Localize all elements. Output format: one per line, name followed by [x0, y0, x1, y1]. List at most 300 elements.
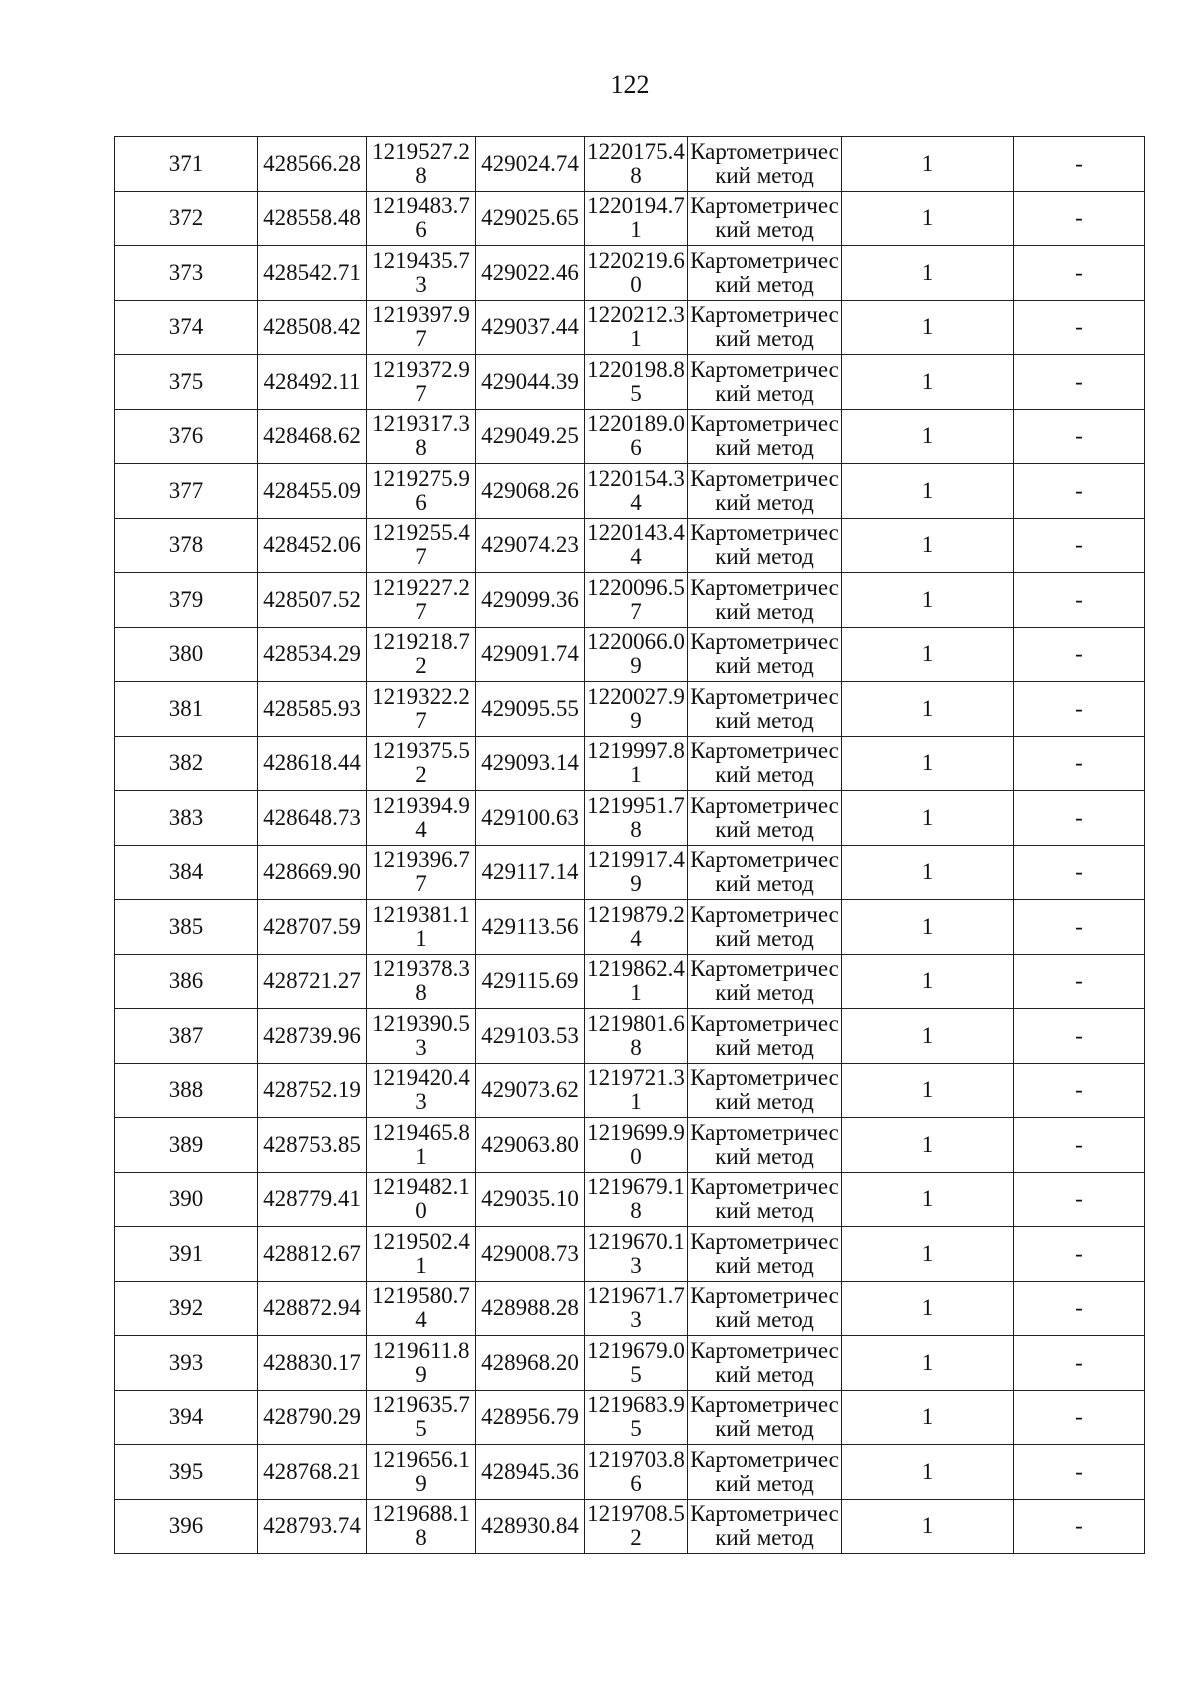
table-row — [115, 1336, 1145, 1391]
y2-coordinate-text: 1219951.78 — [587, 792, 685, 842]
y-coordinate-cell — [367, 1445, 476, 1500]
method-text: Картометрический метод — [690, 1337, 839, 1387]
y-coordinate-text: 1219372.97 — [372, 356, 470, 406]
y-coordinate-text: 1219322.27 — [372, 683, 470, 733]
note-cell: - — [1014, 1336, 1145, 1391]
method-text: Картометрический метод — [690, 1119, 839, 1169]
x2-coordinate-cell: 429068.26 — [476, 464, 585, 519]
y-coordinate-text: 1219465.81 — [372, 1119, 470, 1169]
y2-coordinate-text: 1219917.49 — [587, 847, 685, 897]
y-coordinate-cell — [367, 627, 476, 682]
note-cell: - — [1014, 409, 1145, 464]
table-row — [115, 627, 1145, 682]
x-coordinate-cell: 428558.48 — [258, 191, 367, 246]
x2-coordinate-cell: 429035.10 — [476, 1172, 585, 1227]
method-cell — [688, 791, 842, 846]
method-cell — [688, 1063, 842, 1118]
x2-coordinate-cell: 429100.63 — [476, 791, 585, 846]
note-cell: - — [1014, 736, 1145, 791]
x-coordinate-cell: 428830.17 — [258, 1336, 367, 1391]
method-cell — [688, 1499, 842, 1554]
method-text: Картометрический метод — [690, 847, 839, 897]
point-number-cell: 391 — [115, 1227, 258, 1282]
point-number-cell: 388 — [115, 1063, 258, 1118]
table-row — [115, 1499, 1145, 1554]
y-coordinate-cell — [367, 1390, 476, 1445]
table-row — [115, 1445, 1145, 1500]
x-coordinate-cell: 428452.06 — [258, 518, 367, 573]
table-row — [115, 791, 1145, 846]
x-coordinate-cell: 428790.29 — [258, 1390, 367, 1445]
method-text: Картометрический метод — [690, 411, 839, 461]
y2-coordinate-cell — [585, 1499, 688, 1554]
table-row — [115, 1390, 1145, 1445]
y-coordinate-text: 1219483.76 — [372, 193, 470, 243]
precision-cell: 1 — [842, 409, 1014, 464]
note-cell: - — [1014, 137, 1145, 192]
note-cell: - — [1014, 1445, 1145, 1500]
x2-coordinate-cell: 429115.69 — [476, 954, 585, 1009]
method-cell — [688, 518, 842, 573]
x2-coordinate-cell: 428968.20 — [476, 1336, 585, 1391]
x2-coordinate-cell: 429063.80 — [476, 1118, 585, 1173]
y2-coordinate-text: 1220175.48 — [587, 138, 685, 188]
y-coordinate-text: 1219381.11 — [372, 901, 470, 951]
x2-coordinate-cell: 429008.73 — [476, 1227, 585, 1282]
note-cell: - — [1014, 1118, 1145, 1173]
x-coordinate-cell: 428752.19 — [258, 1063, 367, 1118]
x2-coordinate-cell: 429117.14 — [476, 845, 585, 900]
y2-coordinate-cell — [585, 682, 688, 737]
x-coordinate-cell: 428793.74 — [258, 1499, 367, 1554]
y2-coordinate-text: 1219699.90 — [587, 1119, 685, 1169]
precision-cell: 1 — [842, 791, 1014, 846]
y2-coordinate-cell — [585, 1390, 688, 1445]
y2-coordinate-cell — [585, 1118, 688, 1173]
method-cell — [688, 900, 842, 955]
method-cell — [688, 1445, 842, 1500]
coordinates-table — [114, 136, 1145, 1554]
method-text: Картометрический метод — [690, 683, 839, 733]
x2-coordinate-cell: 429099.36 — [476, 573, 585, 628]
note-cell: - — [1014, 900, 1145, 955]
note-cell: - — [1014, 1390, 1145, 1445]
note-cell: - — [1014, 573, 1145, 628]
method-cell — [688, 137, 842, 192]
table-row — [115, 1118, 1145, 1173]
point-number-cell: 383 — [115, 791, 258, 846]
y2-coordinate-cell — [585, 1009, 688, 1064]
y-coordinate-cell — [367, 954, 476, 1009]
y-coordinate-cell — [367, 1336, 476, 1391]
note-cell: - — [1014, 191, 1145, 246]
x-coordinate-cell: 428542.71 — [258, 246, 367, 301]
y2-coordinate-text: 1220189.06 — [587, 411, 685, 461]
point-number-cell: 396 — [115, 1499, 258, 1554]
table-row — [115, 573, 1145, 628]
method-text: Картометрический метод — [690, 1283, 839, 1333]
x-coordinate-cell: 428455.09 — [258, 464, 367, 519]
table-row — [115, 191, 1145, 246]
table-row — [115, 900, 1145, 955]
note-cell: - — [1014, 1009, 1145, 1064]
method-cell — [688, 191, 842, 246]
y-coordinate-text: 1219502.41 — [372, 1228, 470, 1278]
y2-coordinate-text: 1220198.85 — [587, 356, 685, 406]
method-text: Картометрический метод — [690, 1065, 839, 1115]
precision-cell: 1 — [842, 464, 1014, 519]
y-coordinate-text: 1219635.75 — [372, 1392, 470, 1442]
method-cell — [688, 1281, 842, 1336]
point-number-cell: 380 — [115, 627, 258, 682]
x2-coordinate-cell: 429095.55 — [476, 682, 585, 737]
table-row — [115, 355, 1145, 410]
y2-coordinate-text: 1220096.57 — [587, 574, 685, 624]
y2-coordinate-cell — [585, 954, 688, 1009]
x-coordinate-cell: 428812.67 — [258, 1227, 367, 1282]
note-cell: - — [1014, 1281, 1145, 1336]
precision-cell: 1 — [842, 1336, 1014, 1391]
method-cell — [688, 355, 842, 410]
x2-coordinate-cell: 429093.14 — [476, 736, 585, 791]
y-coordinate-text: 1219420.43 — [372, 1065, 470, 1115]
note-cell: - — [1014, 246, 1145, 301]
x2-coordinate-cell: 429091.74 — [476, 627, 585, 682]
method-cell — [688, 1336, 842, 1391]
y2-coordinate-cell — [585, 246, 688, 301]
y-coordinate-text: 1219394.94 — [372, 792, 470, 842]
method-cell — [688, 736, 842, 791]
y2-coordinate-cell — [585, 736, 688, 791]
x-coordinate-cell: 428707.59 — [258, 900, 367, 955]
note-cell: - — [1014, 300, 1145, 355]
y-coordinate-cell — [367, 518, 476, 573]
y2-coordinate-cell — [585, 300, 688, 355]
table-row — [115, 246, 1145, 301]
y-coordinate-cell — [367, 355, 476, 410]
y2-coordinate-cell — [585, 191, 688, 246]
y-coordinate-text: 1219482.10 — [372, 1174, 470, 1224]
y-coordinate-cell — [367, 246, 476, 301]
x-coordinate-cell: 428507.52 — [258, 573, 367, 628]
precision-cell: 1 — [842, 300, 1014, 355]
y2-coordinate-text: 1220194.71 — [587, 193, 685, 243]
table-row — [115, 1063, 1145, 1118]
x-coordinate-cell: 428566.28 — [258, 137, 367, 192]
precision-cell: 1 — [842, 1009, 1014, 1064]
table-row — [115, 518, 1145, 573]
y-coordinate-cell — [367, 1499, 476, 1554]
y-coordinate-cell — [367, 191, 476, 246]
y2-coordinate-text: 1219879.24 — [587, 901, 685, 951]
y-coordinate-cell — [367, 573, 476, 628]
y-coordinate-text: 1219435.73 — [372, 247, 470, 297]
table-row — [115, 137, 1145, 192]
precision-cell: 1 — [842, 1227, 1014, 1282]
precision-cell: 1 — [842, 900, 1014, 955]
note-cell: - — [1014, 1172, 1145, 1227]
y2-coordinate-cell — [585, 409, 688, 464]
method-text: Картометрический метод — [690, 1501, 839, 1551]
table-row — [115, 682, 1145, 737]
x2-coordinate-cell: 428930.84 — [476, 1499, 585, 1554]
point-number-cell: 395 — [115, 1445, 258, 1500]
note-cell: - — [1014, 627, 1145, 682]
method-cell — [688, 573, 842, 628]
method-text: Картометрический метод — [690, 520, 839, 570]
x-coordinate-cell: 428753.85 — [258, 1118, 367, 1173]
x-coordinate-cell: 428669.90 — [258, 845, 367, 900]
y2-coordinate-cell — [585, 845, 688, 900]
y-coordinate-text: 1219580.74 — [372, 1283, 470, 1333]
page-number: 122 — [610, 70, 650, 99]
y-coordinate-cell — [367, 464, 476, 519]
method-text: Картометрический метод — [690, 193, 839, 243]
note-cell: - — [1014, 355, 1145, 410]
precision-cell: 1 — [842, 1172, 1014, 1227]
y2-coordinate-text: 1219683.95 — [587, 1392, 685, 1442]
precision-cell: 1 — [842, 1445, 1014, 1500]
precision-cell: 1 — [842, 1499, 1014, 1554]
y-coordinate-text: 1219396.77 — [372, 847, 470, 897]
y2-coordinate-cell — [585, 627, 688, 682]
method-text: Картометрический метод — [690, 574, 839, 624]
point-number-cell: 376 — [115, 409, 258, 464]
point-number-cell: 385 — [115, 900, 258, 955]
y2-coordinate-cell — [585, 355, 688, 410]
precision-cell: 1 — [842, 845, 1014, 900]
y2-coordinate-text: 1219721.31 — [587, 1065, 685, 1115]
note-cell: - — [1014, 1227, 1145, 1282]
y2-coordinate-cell — [585, 1336, 688, 1391]
x2-coordinate-cell: 429044.39 — [476, 355, 585, 410]
note-cell: - — [1014, 845, 1145, 900]
y2-coordinate-cell — [585, 1281, 688, 1336]
method-cell — [688, 409, 842, 464]
x-coordinate-cell: 428492.11 — [258, 355, 367, 410]
method-cell — [688, 954, 842, 1009]
y2-coordinate-text: 1220027.99 — [587, 683, 685, 733]
y-coordinate-text: 1219317.38 — [372, 411, 470, 461]
x2-coordinate-cell: 429024.74 — [476, 137, 585, 192]
method-text: Картометрический метод — [690, 247, 839, 297]
method-text: Картометрический метод — [690, 901, 839, 951]
x-coordinate-cell: 428618.44 — [258, 736, 367, 791]
precision-cell: 1 — [842, 137, 1014, 192]
y-coordinate-cell — [367, 845, 476, 900]
method-text: Картометрический метод — [690, 465, 839, 515]
y-coordinate-text: 1219611.89 — [372, 1337, 470, 1387]
x2-coordinate-cell: 429074.23 — [476, 518, 585, 573]
method-text: Картометрический метод — [690, 1392, 839, 1442]
method-text: Картометрический метод — [690, 1174, 839, 1224]
method-text: Картометрический метод — [690, 792, 839, 842]
point-number-cell: 377 — [115, 464, 258, 519]
y-coordinate-cell — [367, 736, 476, 791]
table-row — [115, 1009, 1145, 1064]
y-coordinate-text: 1219255.47 — [372, 520, 470, 570]
precision-cell: 1 — [842, 954, 1014, 1009]
x2-coordinate-cell: 429025.65 — [476, 191, 585, 246]
precision-cell: 1 — [842, 191, 1014, 246]
point-number-cell: 390 — [115, 1172, 258, 1227]
point-number-cell: 389 — [115, 1118, 258, 1173]
point-number-cell: 375 — [115, 355, 258, 410]
y-coordinate-cell — [367, 900, 476, 955]
point-number-cell: 381 — [115, 682, 258, 737]
method-cell — [688, 1172, 842, 1227]
note-cell: - — [1014, 464, 1145, 519]
precision-cell: 1 — [842, 1281, 1014, 1336]
y-coordinate-cell — [367, 1063, 476, 1118]
method-cell — [688, 1009, 842, 1064]
y-coordinate-text: 1219375.52 — [372, 738, 470, 788]
y2-coordinate-text: 1219679.18 — [587, 1174, 685, 1224]
point-number-cell: 392 — [115, 1281, 258, 1336]
x-coordinate-cell: 428779.41 — [258, 1172, 367, 1227]
precision-cell: 1 — [842, 682, 1014, 737]
precision-cell: 1 — [842, 246, 1014, 301]
y-coordinate-text: 1219227.27 — [372, 574, 470, 624]
x2-coordinate-cell: 429113.56 — [476, 900, 585, 955]
x-coordinate-cell: 428768.21 — [258, 1445, 367, 1500]
method-text: Картометрический метод — [690, 956, 839, 1006]
point-number-cell: 394 — [115, 1390, 258, 1445]
method-cell — [688, 464, 842, 519]
y2-coordinate-cell — [585, 1172, 688, 1227]
x2-coordinate-cell: 428945.36 — [476, 1445, 585, 1500]
note-cell: - — [1014, 682, 1145, 737]
y2-coordinate-text: 1219671.73 — [587, 1283, 685, 1333]
point-number-cell: 378 — [115, 518, 258, 573]
y-coordinate-text: 1219218.72 — [372, 629, 470, 679]
y2-coordinate-text: 1219679.05 — [587, 1337, 685, 1387]
precision-cell: 1 — [842, 518, 1014, 573]
y2-coordinate-text: 1219703.86 — [587, 1446, 685, 1496]
x2-coordinate-cell: 429103.53 — [476, 1009, 585, 1064]
y2-coordinate-text: 1220219.60 — [587, 247, 685, 297]
y-coordinate-cell — [367, 682, 476, 737]
method-cell — [688, 845, 842, 900]
x-coordinate-cell: 428534.29 — [258, 627, 367, 682]
y2-coordinate-cell — [585, 1227, 688, 1282]
y-coordinate-cell — [367, 137, 476, 192]
table-row — [115, 954, 1145, 1009]
point-number-cell: 386 — [115, 954, 258, 1009]
x2-coordinate-cell: 429037.44 — [476, 300, 585, 355]
note-cell: - — [1014, 1063, 1145, 1118]
method-cell — [688, 1390, 842, 1445]
note-cell: - — [1014, 518, 1145, 573]
point-number-cell: 373 — [115, 246, 258, 301]
method-cell — [688, 1118, 842, 1173]
table-body — [115, 137, 1145, 1554]
table-row — [115, 1227, 1145, 1282]
y2-coordinate-cell — [585, 518, 688, 573]
method-cell — [688, 1227, 842, 1282]
table-row — [115, 300, 1145, 355]
y2-coordinate-cell — [585, 137, 688, 192]
x-coordinate-cell: 428648.73 — [258, 791, 367, 846]
y2-coordinate-text: 1219670.13 — [587, 1228, 685, 1278]
method-cell — [688, 246, 842, 301]
precision-cell: 1 — [842, 627, 1014, 682]
y-coordinate-text: 1219275.96 — [372, 465, 470, 515]
x-coordinate-cell: 428585.93 — [258, 682, 367, 737]
y-coordinate-cell — [367, 300, 476, 355]
x-coordinate-cell: 428468.62 — [258, 409, 367, 464]
y-coordinate-text: 1219390.53 — [372, 1010, 470, 1060]
method-text: Картометрический метод — [690, 138, 839, 188]
point-number-cell: 374 — [115, 300, 258, 355]
table-row — [115, 845, 1145, 900]
method-text: Картометрический метод — [690, 1228, 839, 1278]
x2-coordinate-cell: 429049.25 — [476, 409, 585, 464]
method-text: Картометрический метод — [690, 356, 839, 406]
note-cell: - — [1014, 791, 1145, 846]
point-number-cell: 379 — [115, 573, 258, 628]
precision-cell: 1 — [842, 573, 1014, 628]
y-coordinate-cell — [367, 1118, 476, 1173]
precision-cell: 1 — [842, 1118, 1014, 1173]
point-number-cell: 384 — [115, 845, 258, 900]
y-coordinate-cell — [367, 791, 476, 846]
x2-coordinate-cell: 428956.79 — [476, 1390, 585, 1445]
x2-coordinate-cell: 428988.28 — [476, 1281, 585, 1336]
method-cell — [688, 300, 842, 355]
y2-coordinate-text: 1220154.34 — [587, 465, 685, 515]
y-coordinate-text: 1219656.19 — [372, 1446, 470, 1496]
point-number-cell: 387 — [115, 1009, 258, 1064]
method-text: Картометрический метод — [690, 738, 839, 788]
y-coordinate-cell — [367, 1009, 476, 1064]
table-row — [115, 464, 1145, 519]
x-coordinate-cell: 428872.94 — [258, 1281, 367, 1336]
precision-cell: 1 — [842, 1063, 1014, 1118]
y-coordinate-cell — [367, 1227, 476, 1282]
precision-cell: 1 — [842, 736, 1014, 791]
x-coordinate-cell: 428739.96 — [258, 1009, 367, 1064]
method-cell — [688, 682, 842, 737]
x2-coordinate-cell: 429073.62 — [476, 1063, 585, 1118]
method-text: Картометрический метод — [690, 302, 839, 352]
precision-cell: 1 — [842, 1390, 1014, 1445]
x2-coordinate-cell: 429022.46 — [476, 246, 585, 301]
y-coordinate-cell — [367, 1172, 476, 1227]
point-number-cell: 382 — [115, 736, 258, 791]
x-coordinate-cell: 428721.27 — [258, 954, 367, 1009]
y-coordinate-cell — [367, 1281, 476, 1336]
table-row — [115, 736, 1145, 791]
y2-coordinate-text: 1219997.81 — [587, 738, 685, 788]
note-cell: - — [1014, 954, 1145, 1009]
table-row — [115, 1281, 1145, 1336]
method-text: Картометрический метод — [690, 1010, 839, 1060]
y2-coordinate-text: 1219862.41 — [587, 956, 685, 1006]
point-number-cell: 371 — [115, 137, 258, 192]
y2-coordinate-text: 1219708.52 — [587, 1501, 685, 1551]
precision-cell: 1 — [842, 355, 1014, 410]
table-row — [115, 409, 1145, 464]
y2-coordinate-text: 1220066.09 — [587, 629, 685, 679]
y-coordinate-text: 1219397.97 — [372, 302, 470, 352]
y-coordinate-cell — [367, 409, 476, 464]
method-text: Картометрический метод — [690, 1446, 839, 1496]
y-coordinate-text: 1219688.18 — [372, 1501, 470, 1551]
table-row — [115, 1172, 1145, 1227]
y2-coordinate-cell — [585, 1445, 688, 1500]
point-number-cell: 372 — [115, 191, 258, 246]
